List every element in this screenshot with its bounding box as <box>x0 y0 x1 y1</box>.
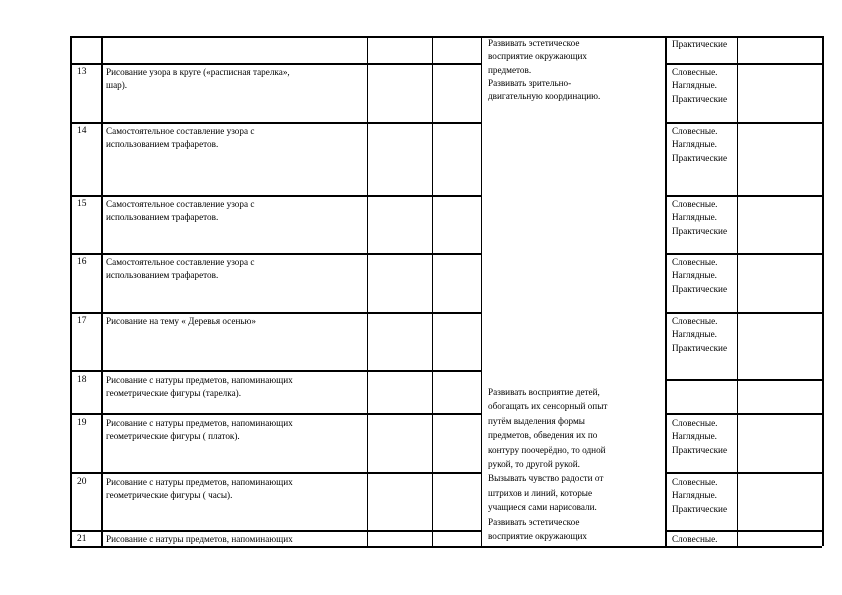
grid-line <box>665 253 822 255</box>
methods-cell <box>672 38 727 51</box>
methods-cell <box>672 315 727 355</box>
methods-line: Практические <box>672 283 728 294</box>
goals-line: учащиеся сами нарисовали. <box>488 502 597 513</box>
row-number: 13 <box>77 67 87 77</box>
methods-line: Наглядные. <box>672 329 717 340</box>
goals-line: Развивать восприятие детей, <box>488 387 600 397</box>
goals-line: предметов, обведения их по <box>488 430 598 441</box>
goals-line: путём выделения формы <box>488 415 585 426</box>
methods-line: Словесные. <box>672 257 718 267</box>
grid-line <box>665 195 822 197</box>
row-number: 21 <box>77 534 87 544</box>
goals-line: восприятие окружающих <box>488 531 588 542</box>
grid-line <box>367 36 368 546</box>
goals-text-block <box>488 37 600 103</box>
methods-line: Наглядные. <box>672 431 717 442</box>
topic-cell <box>106 533 293 546</box>
topic-line: использованием трафаретов. <box>106 212 219 223</box>
topic-line: Рисование с натуры предметов, напоминающих <box>106 418 293 428</box>
goals-line: контуру поочерёдно, то одной <box>488 444 606 455</box>
methods-line: Наглядные. <box>672 490 717 501</box>
row-number: 17 <box>77 316 87 326</box>
grid-line <box>665 63 822 65</box>
topic-cell <box>106 256 254 283</box>
methods-line: Наглядные. <box>672 212 717 223</box>
goals-line: штрихов и линий, которые <box>488 487 593 498</box>
grid-line <box>481 36 482 546</box>
topic-line: геометрические фигуры ( платок). <box>106 431 240 442</box>
topic-line: шар). <box>106 80 128 91</box>
methods-line: Практические <box>672 503 728 514</box>
methods-line: Словесные. <box>672 126 718 136</box>
goals-line: обогащать их сенсорный опыт <box>488 401 608 412</box>
grid-line <box>70 530 481 532</box>
methods-line: Словесные. <box>672 534 718 544</box>
methods-line: Наглядные. <box>672 139 717 150</box>
goals-line: Развивать эстетическое <box>488 38 580 48</box>
goals-line: Развивать зрительно- <box>488 77 572 88</box>
grid-line <box>822 36 824 546</box>
methods-cell <box>672 66 727 106</box>
goals-text-block <box>488 385 607 543</box>
grid-line <box>665 413 822 415</box>
goals-line: Вызывать чувство радости от <box>488 473 604 484</box>
methods-line: Практические <box>672 225 728 236</box>
grid-line <box>432 36 433 546</box>
goals-line: рукой, то другой рукой. <box>488 459 580 470</box>
topic-line: Рисование узора в круге («расписная тарелка», <box>106 67 290 77</box>
grid-line <box>70 413 481 415</box>
row-number: 15 <box>77 199 87 209</box>
grid-line <box>70 546 822 548</box>
goals-line: Развивать эстетическое <box>488 516 580 527</box>
methods-line: Словесные. <box>672 199 718 209</box>
grid-line <box>70 253 481 255</box>
row-number: 19 <box>77 418 87 428</box>
grid-line <box>70 370 481 372</box>
methods-line: Словесные. <box>672 67 718 77</box>
methods-line: Наглядные. <box>672 80 717 91</box>
topic-line: использованием трафаретов. <box>106 270 219 281</box>
topic-cell <box>106 66 290 93</box>
methods-cell <box>672 198 727 238</box>
topic-cell <box>106 417 293 444</box>
topic-cell <box>106 198 254 225</box>
methods-line: Практические <box>672 93 728 104</box>
topic-line: использованием трафаретов. <box>106 139 219 150</box>
topic-line: Рисование с натуры предметов, напоминающих <box>106 477 293 487</box>
methods-line: Практические <box>672 152 728 163</box>
methods-line: Словесные. <box>672 418 718 428</box>
grid-line <box>665 122 822 124</box>
grid-line <box>70 63 481 65</box>
grid-line <box>70 36 72 546</box>
topic-cell <box>106 315 256 328</box>
grid-line <box>70 312 481 314</box>
topic-line: Рисование с натуры предметов, напоминающих <box>106 375 293 385</box>
grid-line <box>665 472 822 474</box>
topic-cell <box>106 125 254 152</box>
methods-line: Практические <box>672 342 728 353</box>
methods-cell <box>672 417 727 457</box>
grid-line <box>70 472 481 474</box>
topic-line: Самостоятельное составление узора с <box>106 126 255 136</box>
row-number: 20 <box>77 477 87 487</box>
row-number: 14 <box>77 126 87 136</box>
grid-line <box>70 122 481 124</box>
row-number: 16 <box>77 257 87 267</box>
methods-line: Словесные. <box>672 477 718 487</box>
methods-cell <box>672 256 727 296</box>
topic-line: геометрические фигуры ( часы). <box>106 490 233 501</box>
grid-line <box>665 312 822 314</box>
topic-cell <box>106 476 293 503</box>
goals-line: предметов. <box>488 64 532 75</box>
methods-line: Словесные. <box>672 316 718 326</box>
goals-line: восприятие окружающих <box>488 51 588 62</box>
row-number: 18 <box>77 375 87 385</box>
methods-line: Практические <box>672 39 728 49</box>
topic-line: Рисование с натуры предметов, напоминающих <box>106 534 293 544</box>
topic-line: Самостоятельное составление узора с <box>106 199 255 209</box>
goals-line: двигательную координацию. <box>488 91 601 102</box>
topic-line: Самостоятельное составление узора с <box>106 257 255 267</box>
grid-line <box>665 36 667 546</box>
grid-line <box>665 379 822 381</box>
topic-line: геометрические фигуры (тарелка). <box>106 388 242 399</box>
topic-cell <box>106 374 293 401</box>
methods-line: Практические <box>672 444 728 455</box>
methods-cell <box>672 533 717 546</box>
grid-line <box>665 530 822 532</box>
grid-line <box>70 195 481 197</box>
methods-line: Наглядные. <box>672 270 717 281</box>
grid-line <box>737 36 738 546</box>
methods-cell <box>672 476 727 516</box>
topic-line: Рисование на тему « Деревья осенью» <box>106 316 257 326</box>
grid-line <box>101 36 103 546</box>
methods-cell <box>672 125 727 165</box>
